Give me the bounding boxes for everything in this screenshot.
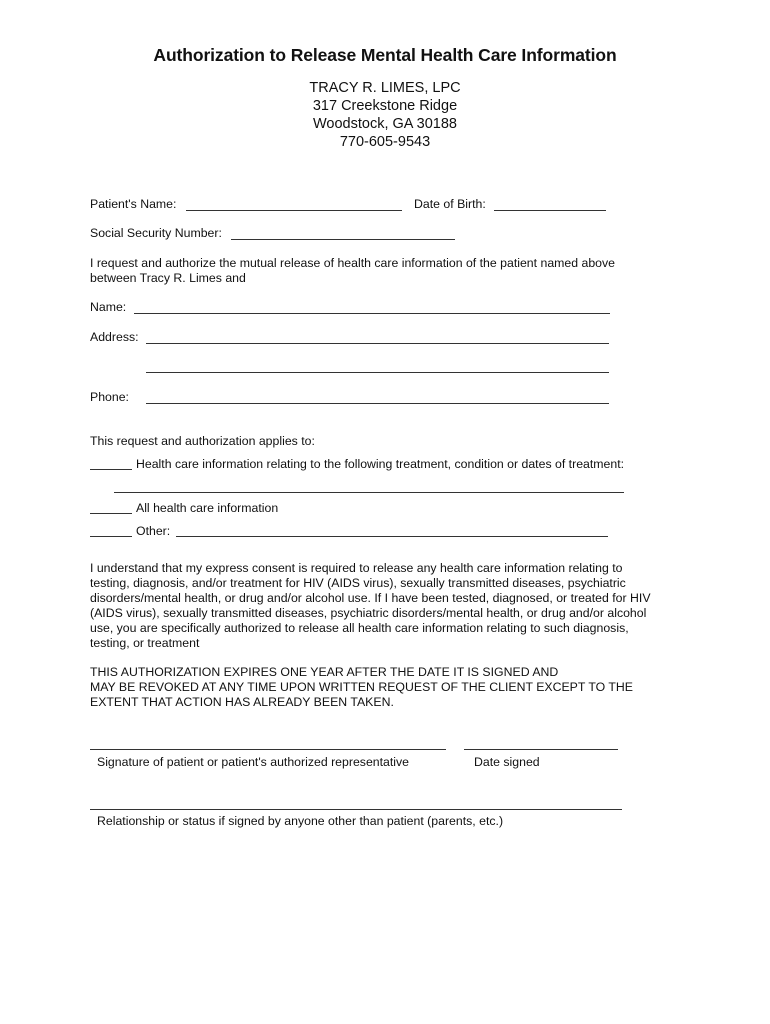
relationship-label: Relationship or status if signed by anyone other than patient (parents, etc.)	[97, 814, 504, 828]
consent-line: I understand that my express consent is required to release any health care information relating to	[90, 561, 623, 575]
expiry-line: THIS AUTHORIZATION EXPIRES ONE YEAR AFTER THE DATE IT IS SIGNED AND	[90, 665, 559, 679]
ssn-field[interactable]	[231, 239, 455, 240]
date-signed-field[interactable]	[464, 749, 618, 750]
request-text-line-1: I request and authorize the mutual release of health care information of the patient named above	[90, 256, 616, 270]
treatment-details-field[interactable]	[114, 492, 624, 493]
option-all-label: All health care information	[136, 501, 279, 515]
dob-field[interactable]	[494, 210, 606, 211]
party-phone-field[interactable]	[146, 403, 609, 404]
signature-label: Signature of patient or patient's authorized representative	[97, 755, 410, 769]
provider-street: 317 Creekstone Ridge	[312, 98, 458, 114]
party-name-field[interactable]	[134, 313, 610, 314]
option-other-field[interactable]	[176, 536, 608, 537]
relationship-field[interactable]	[90, 809, 622, 810]
party-address-label: Address:	[90, 330, 139, 344]
party-address-field-1[interactable]	[146, 343, 609, 344]
provider-city: Woodstock, GA 30188	[312, 116, 458, 132]
signature-field[interactable]	[90, 749, 446, 750]
option-treatment-check[interactable]	[90, 469, 132, 470]
expiry-line: EXTENT THAT ACTION HAS ALREADY BEEN TAKEN.	[90, 695, 394, 709]
provider-phone: 770-605-9543	[339, 134, 431, 150]
consent-line: disorders/mental health, or drug and/or alcohol use. If I have been tested, diagnosed, or treated for HIV	[90, 591, 651, 605]
expiry-line: MAY BE REVOKED AT ANY TIME UPON WRITTEN REQUEST OF THE CLIENT EXCEPT TO THE	[90, 680, 634, 694]
document-title: Authorization to Release Mental Health Care Information	[153, 45, 617, 65]
option-treatment-label: Health care information relating to the following treatment, condition or dates of treatment:	[136, 457, 625, 471]
consent-line: testing, diagnosis, and/or treatment for HIV (AIDS virus), sexually transmitted diseases, psychiatric	[90, 576, 626, 590]
patient-name-label: Patient's Name:	[90, 197, 177, 211]
consent-line: use, you are specifically authorized to release all health care information relating to such diagnosis,	[90, 621, 629, 635]
date-signed-label: Date signed	[474, 755, 540, 769]
ssn-label: Social Security Number:	[90, 226, 222, 240]
party-phone-label: Phone:	[90, 390, 129, 404]
provider-name: TRACY R. LIMES, LPC	[309, 80, 461, 96]
request-text-line-2: between Tracy R. Limes and	[90, 271, 246, 285]
consent-line: (AIDS virus), sexually transmitted diseases, psychiatric disorders/mental health, or drug and/or alcohol	[90, 606, 647, 620]
option-other-check[interactable]	[90, 536, 132, 537]
patient-name-field[interactable]	[186, 210, 402, 211]
dob-label: Date of Birth:	[414, 197, 486, 211]
option-other-label: Other:	[136, 524, 171, 538]
party-name-label: Name:	[90, 300, 127, 314]
option-all-check[interactable]	[90, 513, 132, 514]
applies-to-heading: This request and authorization applies to:	[90, 434, 315, 448]
party-address-field-2[interactable]	[146, 372, 609, 373]
consent-line: testing, or treatment	[90, 636, 200, 650]
